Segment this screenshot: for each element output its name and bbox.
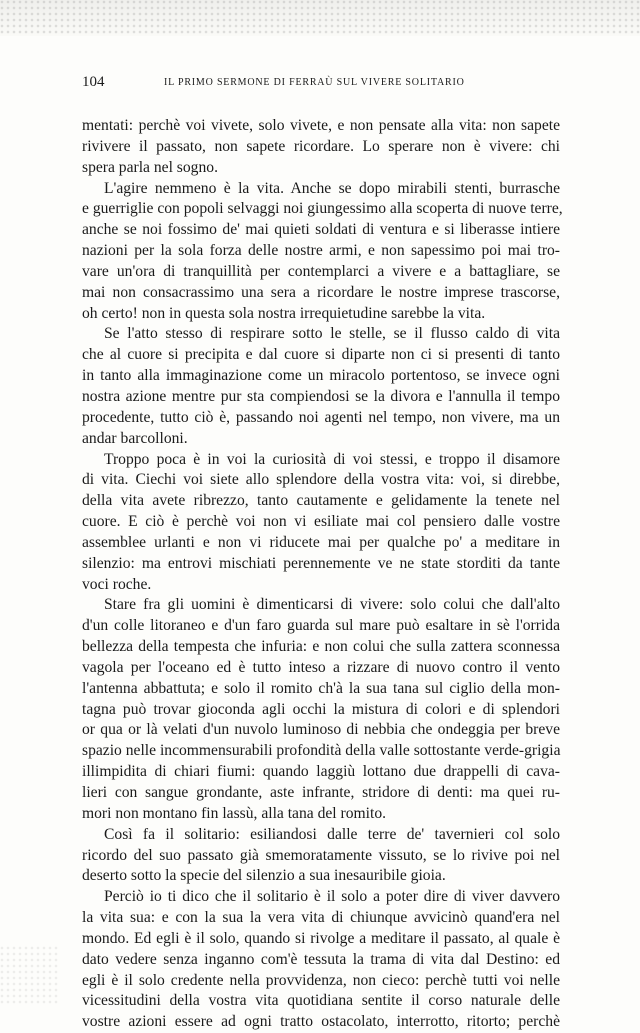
scan-top-edge bbox=[0, 0, 640, 36]
text-line: vostre azioni essere ad ogni tratto ostacolato, interrotto, ritorto; perchè bbox=[82, 1013, 560, 1031]
text-line: Stare fra gli uomini è dimenticarsi di vivere: solo colui che dall'alto bbox=[104, 596, 560, 614]
text-line: vagola per l'oceano ed è tutto inteso a rizzare di nuovo contro il vento bbox=[82, 658, 560, 676]
scan-bottom-corner bbox=[0, 946, 60, 1006]
text-line: nostra azione mentre pur sta compiendosi se la divora e l'annulla il tempo bbox=[82, 387, 560, 405]
text-line: mai non consacrassimo una sera a ricordare le nostre imprese trascorse, bbox=[82, 283, 560, 301]
text-line: deserto sotto la specie del silenzio a sua inesauribile gioia. bbox=[82, 867, 446, 885]
text-line: che al cuore si precipita e dal cuore si diparte non ci si presenti di tanto bbox=[82, 346, 560, 364]
text-line: di vita. Ciechi voi siete allo splendore della vostra vita: voi, si direbbe, bbox=[82, 471, 560, 489]
text-line: anche se noi fossimo de' mai quieti soldati di ventura e si liberasse intiere bbox=[82, 221, 560, 239]
text-line: l'antenna abbattuta; e solo il romito ch'à la sua tana sul ciglio della mon- bbox=[82, 679, 560, 697]
text-line: tagna può trovar gioconda agli occhi la mistura di colori e di splendori bbox=[82, 700, 560, 718]
text-line: Se l'atto stesso di respirare sotto le stelle, se il flusso caldo di vita bbox=[104, 325, 560, 343]
page-number: 104 bbox=[82, 74, 105, 90]
text-line: spera parla nel sogno. bbox=[82, 158, 218, 176]
text-line: in tanto alla immaginazione come un miracolo portentoso, se invece ogni bbox=[82, 367, 560, 385]
text-line: la vita sua: e con la sua la vera vita di chiunque avvicinò quand'era nel bbox=[82, 909, 560, 927]
page-header bbox=[82, 74, 560, 94]
text-line: voci roche. bbox=[82, 575, 152, 593]
text-line: or qua or là velati d'un nuvolo luminoso di nebbia che ondeggia per breve bbox=[82, 721, 560, 739]
running-title: IL PRIMO SERMONE DI FERRAÙ SUL VIVERE SOLITARIO bbox=[164, 77, 465, 88]
text-line: lieri con sangue grondante, aste infrante, stridore di denti: ma quei ru- bbox=[82, 784, 560, 801]
text-line: e guerriglie con popoli selvaggi noi giungessimo alla scoperta di nuove terre, bbox=[82, 200, 563, 218]
text-line: L'agire nemmeno è la vita. Anche se dopo mirabili stenti, burrasche bbox=[104, 179, 560, 197]
text-line: mentati: perchè voi vivete, solo vivete, e non pensate alla vita: non sapete bbox=[82, 117, 560, 134]
text-line: assemblee urlanti e non vi riducete mai per qualche po' a meditare in bbox=[82, 533, 560, 551]
text-line: della vita avete ribrezzo, tanto cautamente e gelidamente la tenete nel bbox=[82, 492, 560, 510]
text-line: Perciò io ti dico che il solitario è il solo a poter dire di viver davvero bbox=[104, 888, 560, 906]
text-line: cuore. E ciò è perchè voi non vi esiliate mai col pensiero dalle vostre bbox=[82, 513, 560, 531]
text-line: andar barcolloni. bbox=[82, 429, 188, 447]
text-line: mori non montano fin lassù, alla tana del romito. bbox=[82, 804, 387, 822]
text-line: silenzio: ma entrovi mischiati perennemente ve ne state storditi da tante bbox=[82, 554, 560, 572]
text-line: egli è il solo credente nella provvidenza, non cieco: perchè tutti voi nelle bbox=[82, 971, 560, 989]
text-line: vare un'ora di tranquillità per contemplarci a vivere e a battagliare, se bbox=[82, 262, 560, 280]
text-line: ricordo del suo passato già smemoratamente vissuto, se lo rivive poi nel bbox=[82, 846, 560, 864]
text-line: illimpidita di chiari fiumi: quando laggiù lottano due drappelli di cava- bbox=[82, 763, 560, 781]
text-line: nazioni per la sola forza delle nostre armi, e non sapessimo poi mai tro- bbox=[82, 242, 560, 260]
text-line: procedente, tutto ciò è, passando noi agenti nel tempo, non vivere, ma un bbox=[82, 408, 560, 426]
text-line: rivivere il passato, non sapete ricordare. Lo sperare non è vivere: chi bbox=[82, 137, 560, 155]
text-line: mondo. Ed egli è il solo, quando si rivolge a meditare il passato, al quale è bbox=[82, 929, 560, 947]
text-line: dato vedere senza inganno com'è tessuta la trama di vita dal Destino: ed bbox=[82, 950, 560, 968]
text-line: d'un colle litoraneo e d'un faro guarda sul mare può esaltare in sè l'orrida bbox=[82, 617, 560, 635]
text-line: vicessitudini della vostra vita quotidiana sentite il corso naturale delle bbox=[82, 992, 560, 1010]
text-line: Troppo poca è in voi la curiosità di voi stessi, e troppo il disamore bbox=[104, 450, 560, 468]
body-text bbox=[82, 116, 563, 1033]
text-line: bellezza della tempesta che infuria: e non colui che sulla zattera sconnessa bbox=[82, 638, 560, 656]
text-line: Così fa il solitario: esiliandosi dalle terre de' tavernieri col solo bbox=[104, 825, 560, 843]
text-line: oh certo! non in questa sola nostra irrequietudine sarebbe la vita. bbox=[82, 304, 486, 322]
text-line: spazio nelle incommensurabili profondità della valle sottostante verde-grigia bbox=[82, 742, 561, 760]
